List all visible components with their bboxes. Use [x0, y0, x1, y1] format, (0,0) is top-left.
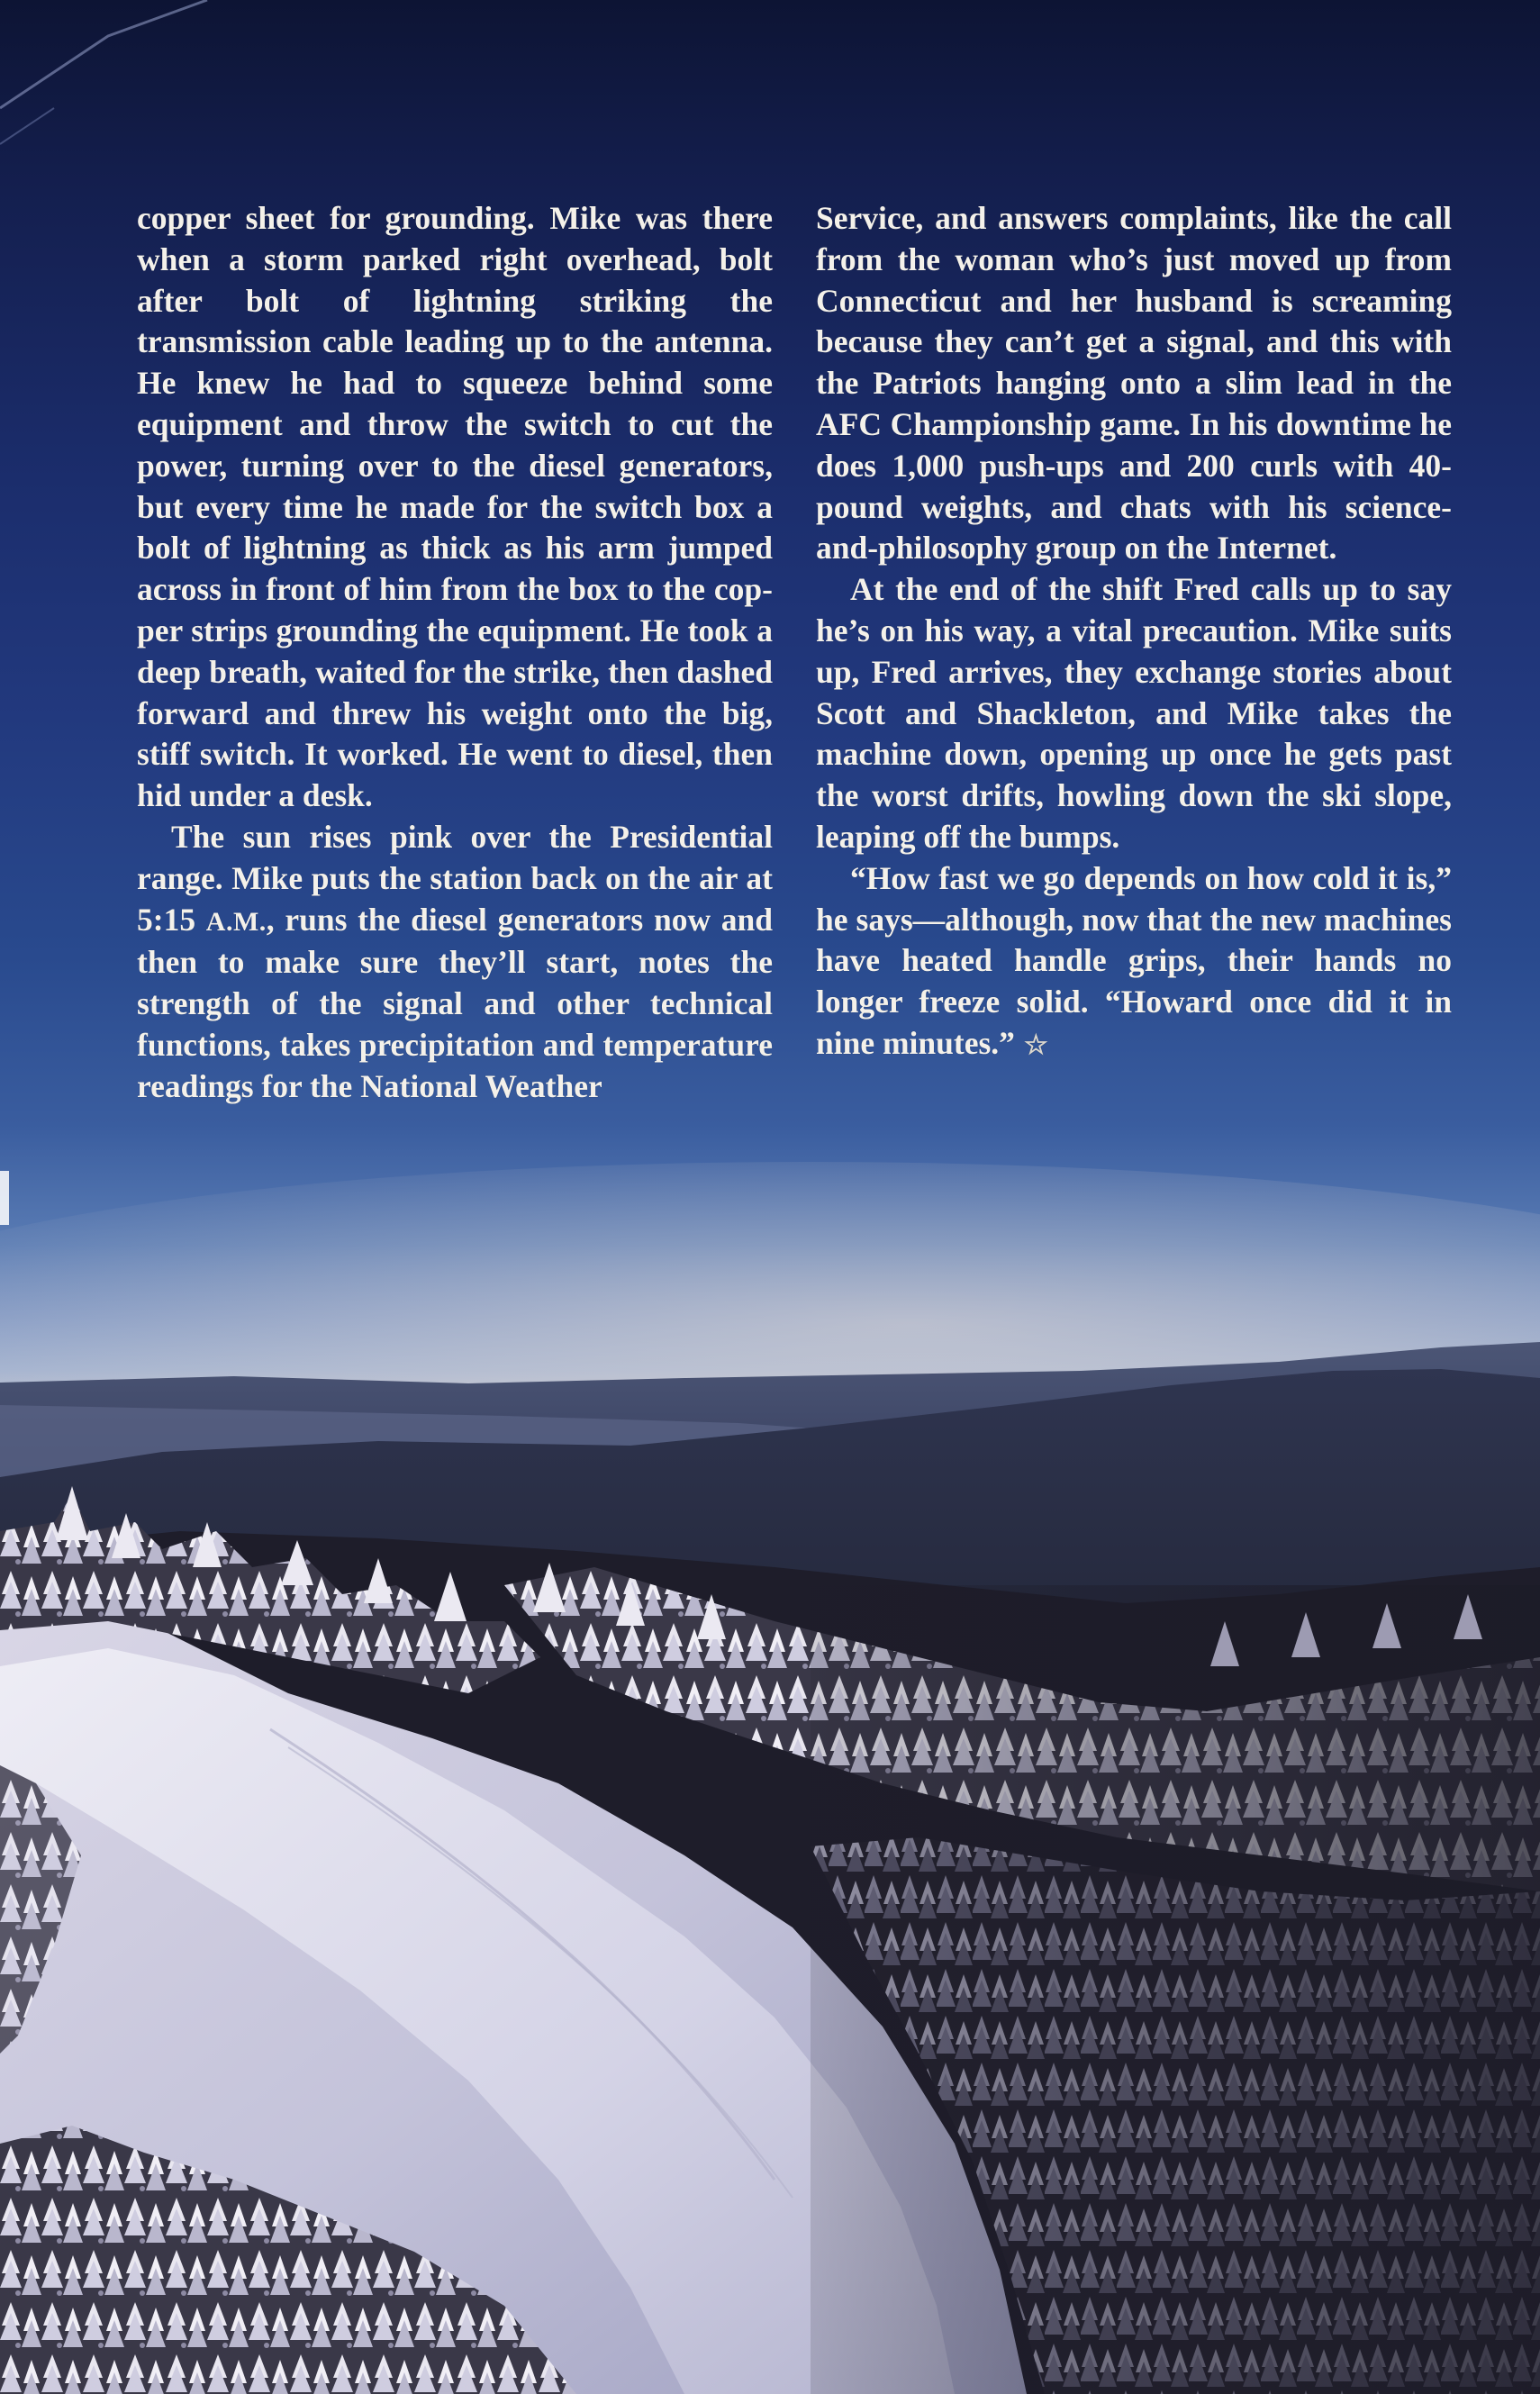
paragraph: Service, and answers complaints, like the call from the woman who’s just moved up from Connecticut and her husband is screaming because they can’t get a signal, and this with the Patriots hanging onto a slim lead in the AFC Championship game. In his downtime he does 1,000 push-ups and 200 curls with 40-pound weights, and chats with his science-and-philosophy group on the Internet.	[816, 200, 1452, 567]
end-of-story-star-icon: ☆	[1023, 1029, 1048, 1060]
text-run: The sun rises pink over the Presidential range. Mike puts the station back on the air at 5:15	[137, 818, 773, 938]
forest-shadow	[811, 1585, 1540, 2394]
scan-edge	[0, 1171, 9, 1225]
text-run: , runs the diesel generators now and then to make sure they’ll start, notes the strength of the signal and other technical functions, takes precipitation and temperature readings for the National Weather	[137, 901, 774, 1104]
left-column	[137, 198, 773, 1243]
paragraph	[816, 858, 1452, 1066]
paragraph	[137, 817, 773, 1108]
paper-crease	[0, 108, 54, 144]
right-column	[816, 198, 1452, 1243]
text-run: “How fast we go depends on how cold it is,” he says—although, now that the new machines have heated handle grips, their hands no longer freeze solid. “Howard once did it in nine minutes.”	[816, 859, 1452, 1061]
article-body	[137, 198, 1452, 1243]
paper-crease	[0, 0, 207, 108]
time-abbreviation: A.M.	[205, 906, 267, 937]
paragraph: copper sheet for grounding. Mike was there when a storm parked right overhead, bolt after bolt of lightning striking the transmission cable leading up to the antenna. He knew he had to squeeze behind some equipment and throw the switch to cut the power, turning over to the diesel generators, but every time he made for the switch box a bolt of lightning as thick as his arm jumped across in front of him from the box to the copper strips grounding the equipment. He took a deep breath, waited for the strike, then dashed forward and threw his weight onto the big, stiff switch. It worked. He went to diesel, then hid under a desk.	[137, 200, 773, 814]
paragraph: At the end of the shift Fred calls up to say he’s on his way, a vital precaution. Mike suits up, Fred arrives, they exchange stories about Scott and Shackleton, and Mike takes the machine down, opening up once he gets past the worst drifts, howling down the ski slope, leaping off the bumps.	[816, 571, 1452, 855]
